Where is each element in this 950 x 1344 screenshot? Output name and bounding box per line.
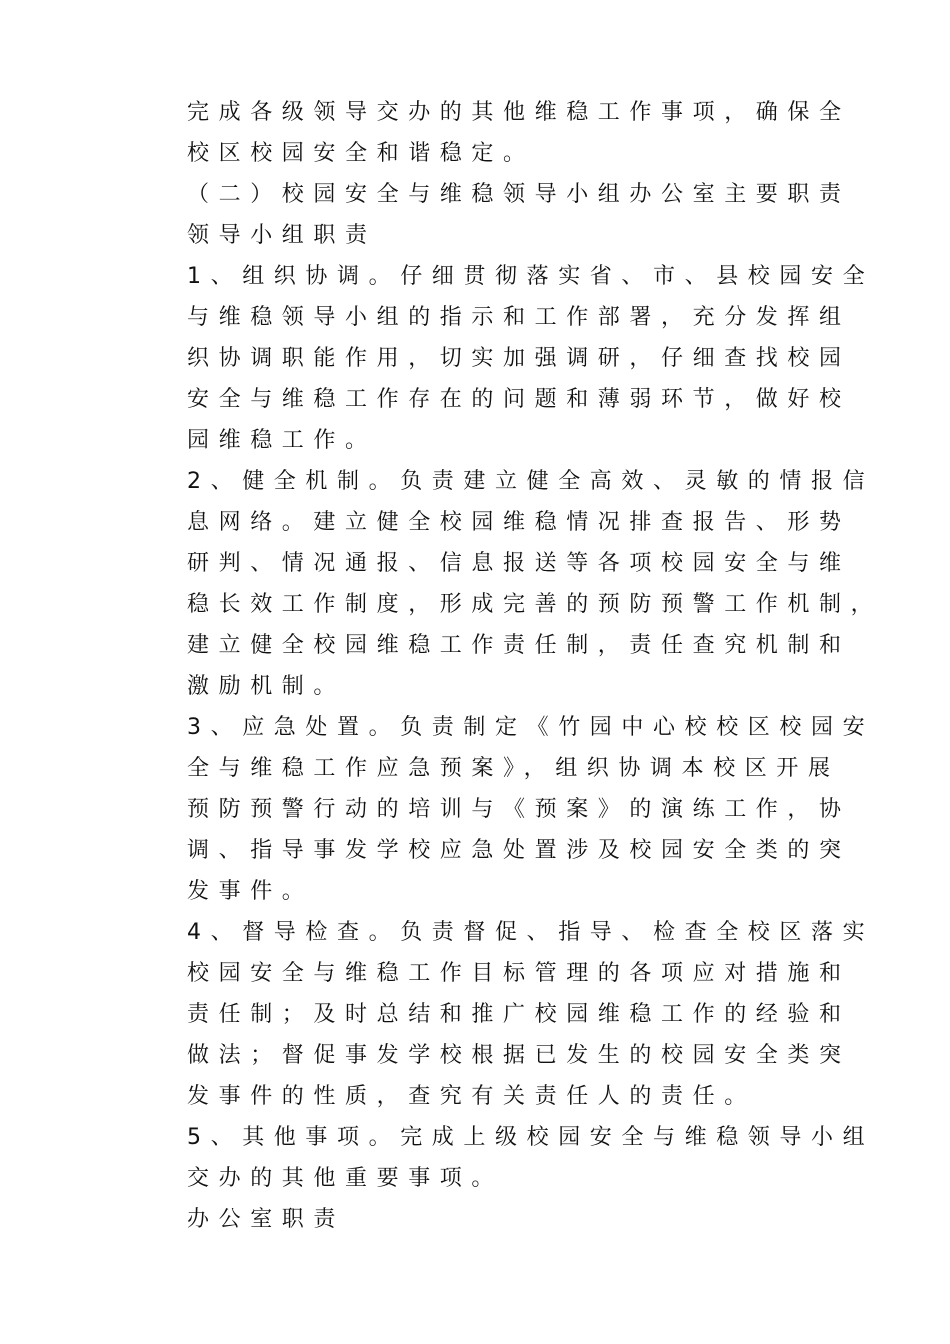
text-line: 2、健全机制。负责建立健全高效、灵敏的情报信 xyxy=(187,469,875,494)
text-line: 全与维稳工作应急预案》，组织协调本校区开展 xyxy=(187,756,840,781)
text-line: 1、组织协调。仔细贯彻落实省、市、县校园安全 xyxy=(187,264,875,289)
text-line: 调、指导事发学校应急处置涉及校园安全类的突 xyxy=(187,838,851,863)
text-line: 与维稳领导小组的指示和工作部署，充分发挥组 xyxy=(187,305,851,330)
text-line: 激励机制。 xyxy=(187,674,346,699)
text-line: 责任制；及时总结和推广校园维稳工作的经验和 xyxy=(187,1002,851,1027)
text-line: 3、应急处置。负责制定《竹园中心校校区校园安 xyxy=(187,715,875,740)
text-line: 完成各级领导交办的其他维稳工作事项，确保全 xyxy=(187,100,851,125)
text-line: 建立健全校园维稳工作责任制，责任查究机制和 xyxy=(187,633,851,658)
text-line: 织协调职能作用，切实加强调研，仔细查找校园 xyxy=(187,346,851,371)
section-heading: （二）校园安全与维稳领导小组办公室主要职责 xyxy=(187,182,851,207)
text-line: 交办的其他重要事项。 xyxy=(187,1166,504,1191)
text-line: 4、督导检查。负责督促、指导、检查全校区落实 xyxy=(187,920,875,945)
text-line: 5、其他事项。完成上级校园安全与维稳领导小组 xyxy=(187,1125,875,1150)
subsection-heading: 办公室职责 xyxy=(187,1207,346,1232)
text-line: 发事件的性质，查究有关责任人的责任。 xyxy=(187,1084,756,1109)
subsection-heading: 领导小组职责 xyxy=(187,223,377,248)
text-line: 研判、情况通报、信息报送等各项校园安全与维 xyxy=(187,551,851,576)
document-body xyxy=(187,92,887,1240)
text-line: 校区校园安全和谐稳定。 xyxy=(187,141,535,166)
text-line: 园维稳工作。 xyxy=(187,428,377,453)
text-line: 稳长效工作制度，形成完善的预防预警工作机制， xyxy=(187,592,883,617)
text-line: 做法；督促事发学校根据已发生的校园安全类突 xyxy=(187,1043,851,1068)
text-line: 预防预警行动的培训与《预案》的演练工作，协 xyxy=(187,797,851,822)
text-line: 息网络。建立健全校园维稳情况排查报告、形势 xyxy=(187,510,851,535)
text-line: 校园安全与维稳工作目标管理的各项应对措施和 xyxy=(187,961,851,986)
text-line: 发事件。 xyxy=(187,879,314,904)
text-line: 安全与维稳工作存在的问题和薄弱环节，做好校 xyxy=(187,387,851,412)
